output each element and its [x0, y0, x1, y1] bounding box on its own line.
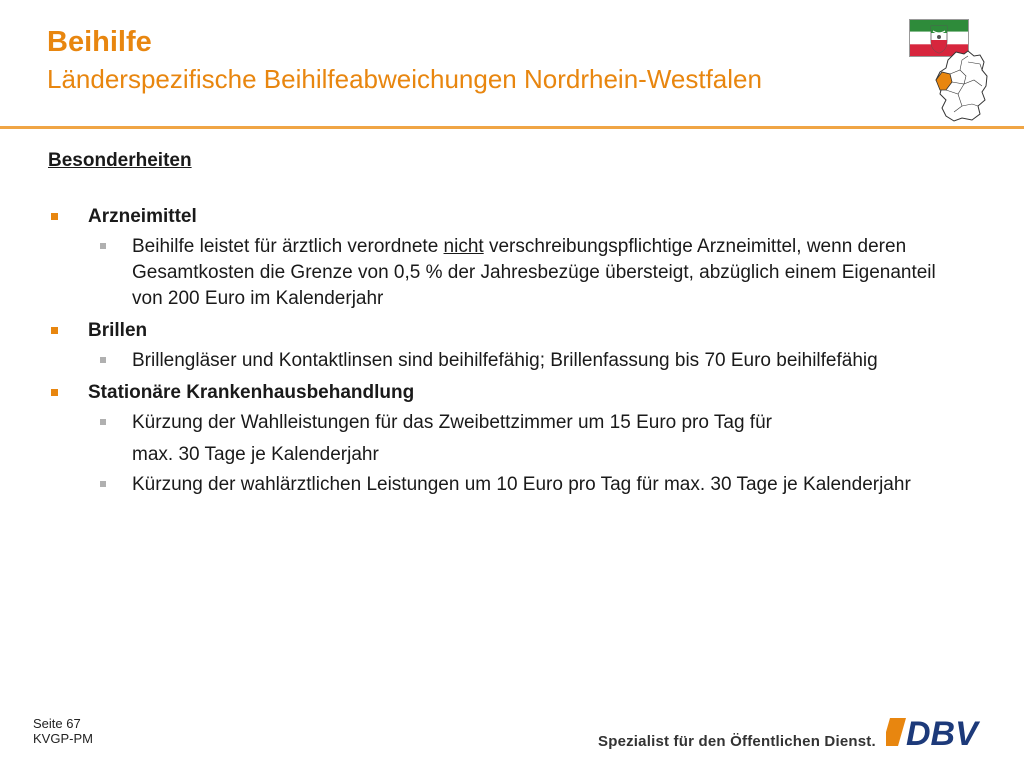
- sub-bullet-arzneimittel: [48, 234, 958, 312]
- grey-square-bullet-icon: [100, 357, 106, 363]
- grey-square-bullet-icon: [100, 481, 106, 487]
- slide-subtitle: Länderspezifische Beihilfeabweichungen Nordrhein-Westfalen: [47, 64, 762, 94]
- slide-header: [47, 24, 907, 96]
- sub-bullet-brillen: [48, 348, 958, 374]
- grey-square-bullet-icon: [100, 243, 106, 249]
- sub-bullet-text: Beihilfe leistet für ärztlich verordnete nicht verschreibungspflichtige Arzneimittel, wenn deren Gesamtkosten die Grenze von 0,5 % der Jahresbezüge übersteigt, abzüglich einem Eigenanteil von 200 Euro im Kalenderjahr: [132, 236, 936, 309]
- sub-bullet-text: Brillengläser und Kontaktlinsen sind beihilfefähig; Brillenfassung bis 70 Euro beihilfefähig: [132, 350, 878, 371]
- grey-square-bullet-icon: [100, 419, 106, 425]
- slide-content: [48, 148, 958, 498]
- orange-square-bullet-icon: [51, 327, 58, 334]
- orange-square-bullet-icon: [51, 389, 58, 396]
- bullet-krankenhaus: [48, 380, 958, 406]
- bullet-arzneimittel: [48, 204, 958, 230]
- sub-bullet-text: Kürzung der wahlärztlichen Leistungen um 10 Euro pro Tag für max. 30 Tage je Kalenderjahr: [132, 474, 911, 495]
- document-code: KVGP-PM: [33, 731, 93, 746]
- slide-title: Beihilfe: [47, 26, 152, 58]
- emphasis-nicht: nicht: [443, 236, 484, 257]
- dbv-logo: [886, 714, 1004, 750]
- bullet-label: Arzneimittel: [88, 206, 197, 227]
- logo-text: DBV: [906, 715, 978, 750]
- sub-bullet-wahlaerztlich: [48, 472, 958, 498]
- section-heading: Besonderheiten: [48, 150, 192, 171]
- page-number: Seite 67: [33, 716, 81, 731]
- sub-bullet-wahlleistungen: [48, 410, 958, 436]
- footer-info: [33, 716, 93, 746]
- footer-slogan: Spezialist für den Öffentlichen Dienst.: [598, 733, 876, 750]
- sub-bullet-continuation: max. 30 Tage je Kalenderjahr: [132, 444, 379, 465]
- header-divider: [0, 126, 1024, 129]
- orange-square-bullet-icon: [51, 213, 58, 220]
- sub-bullet-text: Kürzung der Wahlleistungen für das Zweibettzimmer um 15 Euro pro Tag für: [132, 412, 772, 433]
- bullet-list: [48, 204, 958, 498]
- bullet-label: Stationäre Krankenhausbehandlung: [88, 382, 415, 403]
- bullet-label: Brillen: [88, 320, 148, 341]
- germany-map-icon: [932, 50, 990, 122]
- bullet-brillen: [48, 318, 958, 344]
